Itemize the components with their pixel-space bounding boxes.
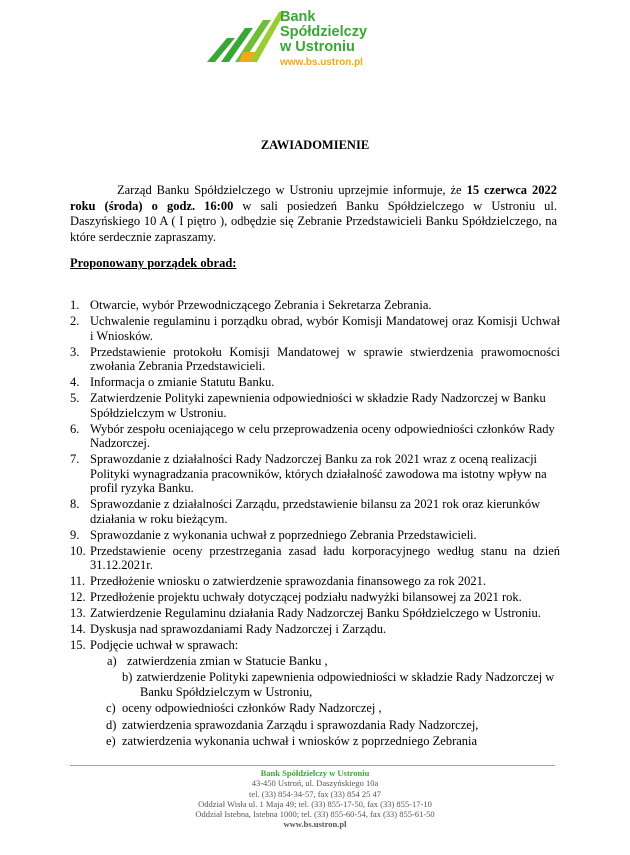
logo-url[interactable]: www.bs.ustron.pl bbox=[280, 57, 363, 68]
agenda-item: 14. Dyskusja nad sprawozdaniami Rady Nadzorczej i Zarządu. bbox=[70, 622, 387, 636]
resolution-sublist bbox=[90, 654, 560, 749]
agenda-item: 13. Zatwierdzenie Regulaminu działania Rady Nadzorczej Banku Spółdzielczego w Ustroniu. bbox=[70, 606, 541, 620]
footer-branch-wisla: Oddział Wisła ul. 1 Maja 49; tel. (33) 855-17-50, fax (33) 855-17-10 bbox=[198, 798, 432, 809]
agenda-item: 12. Przedłożenie projektu uchwały dotyczącej podziału nadwyżki bilansowej za 2021 rok. bbox=[70, 590, 522, 604]
agenda-item: 10. Przedstawienie oceny przestrzegania zasad ładu korporacyjnego według stanu na dzień 31.12.2021r. bbox=[70, 543, 560, 572]
footer-phones: tel. (33) 854-34-57, fax (33) 854 25 47 bbox=[249, 788, 381, 799]
logo-line-bank: Bank bbox=[280, 9, 316, 25]
logo-line-spoldzielczy: Spółdzielczy bbox=[280, 24, 368, 40]
bank-logo bbox=[205, 8, 385, 70]
sub-item: d) zatwierdzenia sprawozdania Zarządu i sprawozdania Rady Nadzorczej, bbox=[106, 717, 479, 732]
footer bbox=[0, 768, 630, 830]
sub-item: c) oceny odpowiedniości członków Rady Nadzorczej , bbox=[106, 701, 382, 715]
sub-item: a) zatwierdzenia zmian w Statucie Banku , bbox=[107, 653, 328, 668]
agenda-item: 15. Podjęcie uchwał w sprawach: a) zatwierdzenia zmian w Statucie Banku , b) zatwierdzenie Polityki zapewnienia odpowiedniości w składzie Rady Nadzorczej w Banku Spółdzielczym w Ustroniu, c) oceny odpowiedniości członków Rady Nadzorczej , d) zatwierdzenia sprawozdania Zarządu i sprawozdania Rady Nadzorczej, e) zatwierdzenia wykonania uchwał i wniosków z poprzedniego Zebrania bbox=[70, 638, 560, 749]
agenda-item: 1. Otwarcie, wybór Przewodniczącego Zebrania i Sekretarza Zebrania. bbox=[70, 298, 432, 312]
logo-line-ustroniu: w Ustroniu bbox=[280, 39, 355, 55]
sub-item: b) zatwierdzenie Polityki zapewnienia odpowiedniości w składzie Rady Nadzorczej w Banku Spółdzielczym w Ustroniu, bbox=[122, 670, 555, 699]
footer-divider bbox=[70, 765, 555, 766]
agenda-item: 11. Przedłożenie wniosku o zatwierdzenie sprawozdania finansowego za rok 2021. bbox=[70, 574, 487, 588]
intro-paragraph bbox=[70, 183, 557, 245]
agenda-heading: Proponowany porządek obrad: bbox=[70, 256, 237, 270]
agenda-item: 6. Wybór zespołu oceniającego w celu przeprowadzenia oceny odpowiedniości członków Rady Nadzorczej. bbox=[70, 421, 555, 450]
footer-address: 43-450 Ustroń, ul. Daszyńskiego 10a bbox=[251, 778, 379, 789]
intro-part1: Zarząd Banku Spółdzielczego w Ustroniu uprzejmie informuje, że bbox=[117, 183, 462, 197]
document-title: ZAWIADOMIENIE bbox=[260, 138, 370, 152]
agenda-item: 7. Sprawozdanie z działalności Rady Nadzorczej Banku za rok 2021 wraz z oceną realizacji Polityki wynagradzania pracowników, których działalność zawodowa ma istotny wpływ na profil ryzyka Banku. bbox=[70, 452, 547, 495]
agenda-item: 2. Uchwalenie regulaminu i porządku obrad, wybór Komisji Mandatowej oraz Komisji Uchwał i Wniosków. bbox=[70, 314, 560, 343]
sub-item: e) zatwierdzenia wykonania uchwał i wniosków z poprzedniego Zebrania bbox=[106, 734, 478, 748]
agenda-item: 4. Informacja o zmianie Statutu Banku. bbox=[70, 375, 275, 389]
agenda-item: 9. Sprawozdanie z wykonania uchwał z poprzedniego Zebrania Przedstawicieli. bbox=[70, 527, 477, 542]
meeting-date: 15 czerwca 2022 roku (środa) o godz. 16:00 bbox=[70, 183, 557, 213]
footer-bank-name: Bank Spółdzielczy w Ustroniu bbox=[260, 768, 370, 778]
logo-stripes-icon bbox=[205, 8, 285, 64]
agenda-item: 3. Przedstawienie protokołu Komisji Mandatowej w sprawie stwierdzenia prawomocności zwołania Zebrania Przedstawicieli. bbox=[70, 344, 560, 373]
footer-branch-istebna: Oddział Istebna, Istebna 1000; tel. (33) 855-60-54, fax (33) 855-61-50 bbox=[195, 809, 435, 820]
agenda-item: 5. Zatwierdzenie Polityki zapewnienia odpowiedniości w składzie Rady Nadzorczej w Banku Spółdzielczym w Ustroniu. bbox=[70, 391, 546, 420]
footer-website-link[interactable]: www.bs.ustron.pl bbox=[283, 819, 347, 830]
agenda-item: 8. Sprawozdanie z działalności Zarządu, przedstawienie bilansu za 2021 rok oraz kierunków działania w roku bieżącym. bbox=[70, 497, 541, 526]
agenda-list bbox=[70, 298, 560, 751]
intro-part2: w sali posiedzeń Banku Spółdzielczego w Ustroniu ul. Daszyńskiego 10 A ( I piętro ), odbędzie się Zebranie Przedstawicieli Banku Spółdzielczego, na które serdecznie zapraszamy. bbox=[70, 198, 558, 244]
